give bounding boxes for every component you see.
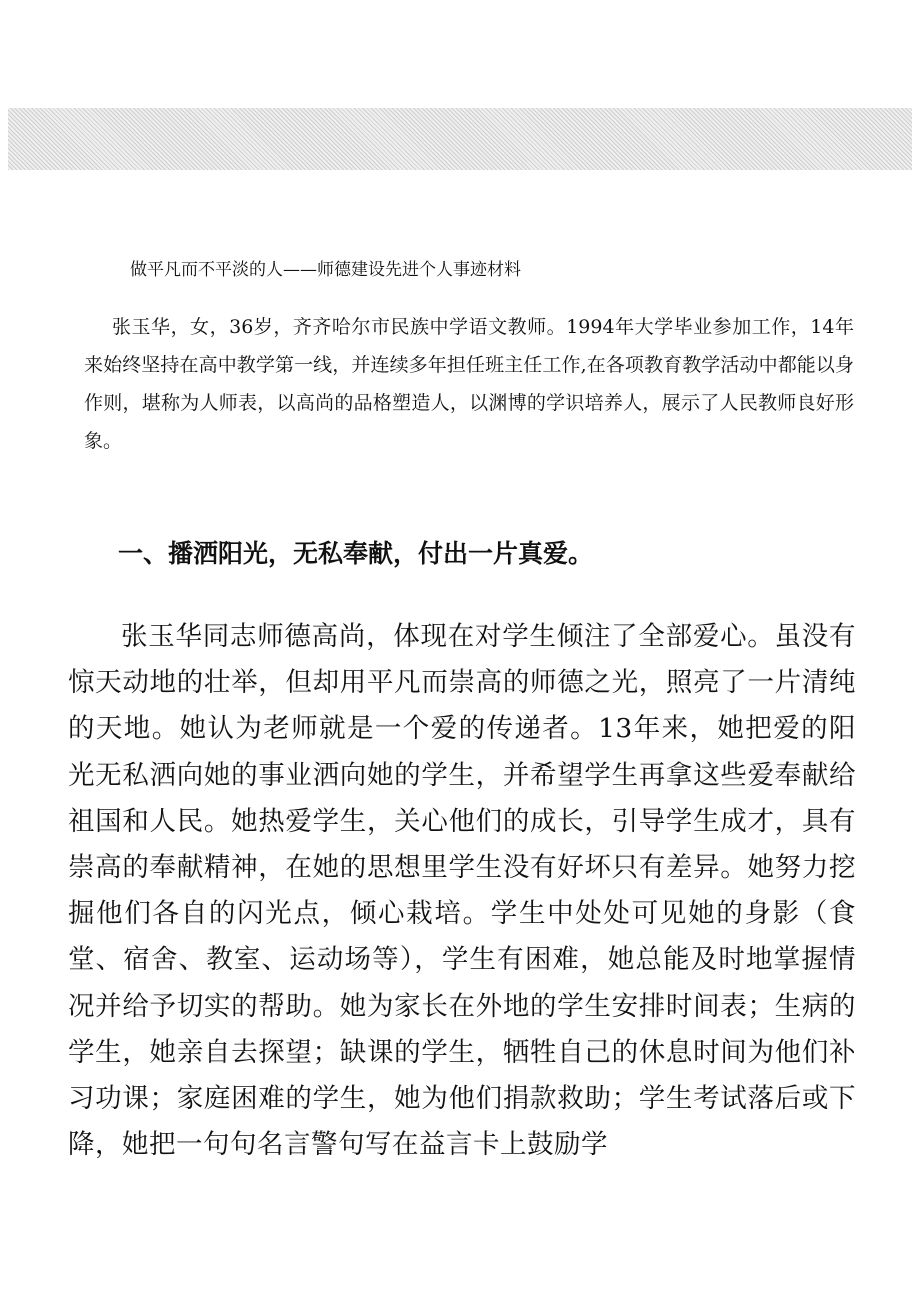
intro-paragraph: 张玉华，女，36岁，齐齐哈尔市民族中学语文教师。1994年大学毕业参加工作，14年来始终坚持在高中教学第一线，并连续多年担任班主任工作,在各项教育教学活动中都能以身作则，堪称为人师表，以高尚的品格塑造人，以渊博的学识培养人，展示了人民教师良好形象。 xyxy=(84,316,854,452)
header-banner xyxy=(8,108,912,170)
document-title: 做平凡而不平淡的人——师德建设先进个人事迹材料 xyxy=(130,260,521,280)
section-heading: 一、播洒阳光，无私奉献，付出一片真爱。 xyxy=(118,539,594,568)
body-paragraph: 张玉华同志师德高尚，体现在对学生倾注了全部爱心。虽没有惊天动地的壮举，但却用平凡而崇高的师德之光，照亮了一片清纯的天地。她认为老师就是一个爱的传递者。13年来，她把爱的阳光无私洒向她的事业洒向她的学生，并希望学生再拿这些爱奉献给祖国和人民。她热爱学生，关心他们的成长，引导学生成才，具有崇高的奉献精神，在她的思想里学生没有好坏只有差异。她努力挖掘他们各自的闪光点，倾心栽培。学生中处处可见她的身影（食堂、宿舍、教室、运动场等），学生有困难，她总能及时地掌握情况并给予切实的帮助。她为家长在外地的学生安排时间表；生病的学生，她亲自去探望；缺课的学生，牺牲自己的休息时间为他们补习功课；家庭困难的学生，她为他们捐款救助；学生考试落后或下降，她把一句句名言警句写在益言卡上鼓励学 xyxy=(68,621,856,1161)
